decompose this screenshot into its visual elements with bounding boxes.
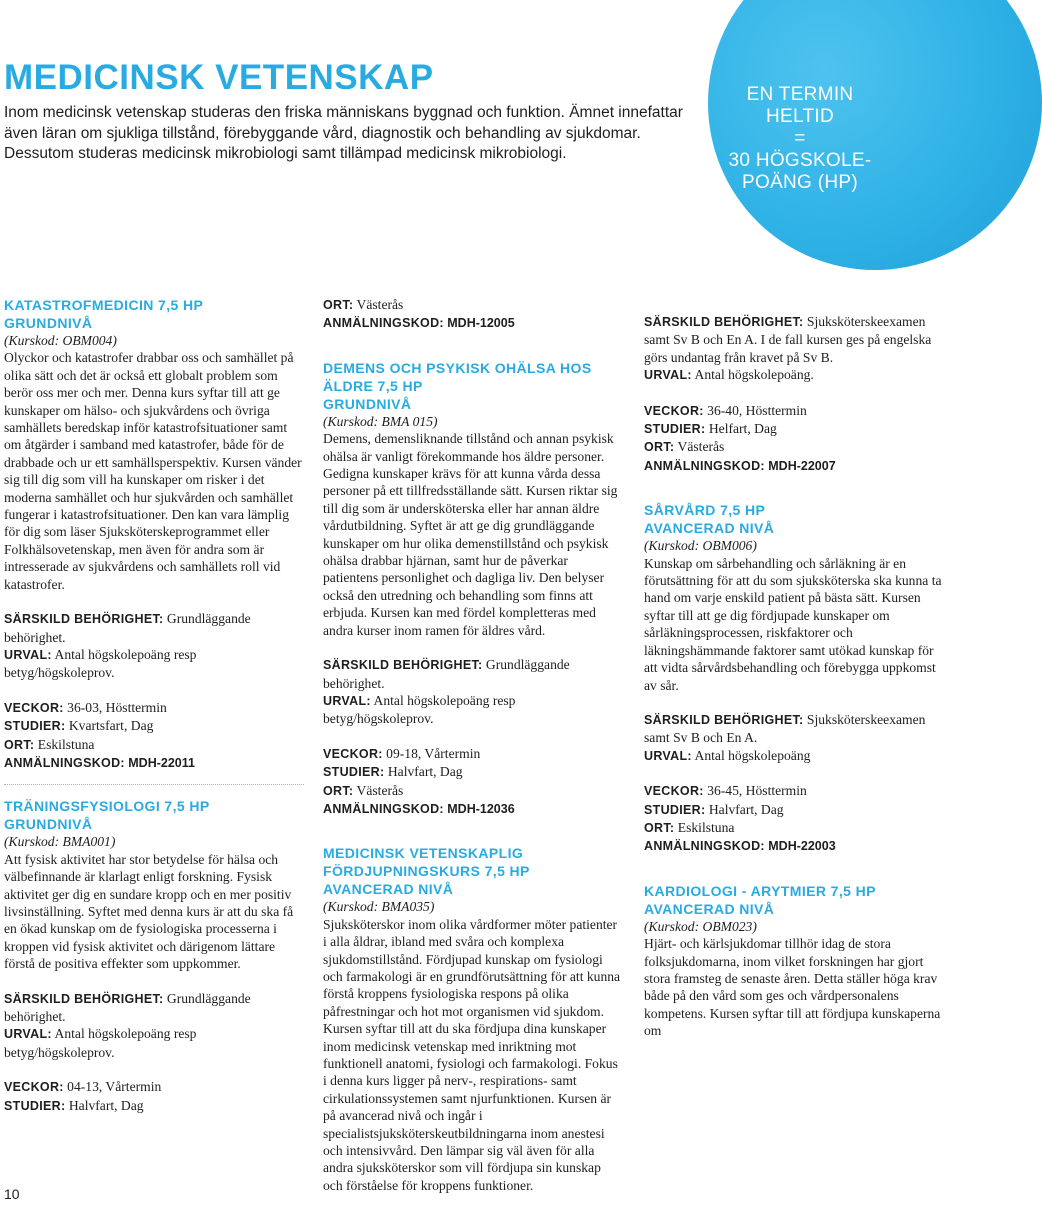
application-code-label: ANMÄLNINGSKOD: <box>644 458 765 473</box>
course-title: KATASTROFMEDICIN 7,5 HP <box>4 297 204 313</box>
requirement-value: Grundläggande behörighet. <box>4 990 251 1024</box>
intro-text: Inom medicinsk vetenskap studeras den friska människans byggnad och funktion. Ämnet innefattar även läran om sjukliga tillstånd, förebyggande vård, diagnostik och behandling av sjukdomar. Dessutom studeras medicinsk mikrobiologi samt tillämpad medicinsk mikrobiologi. <box>4 104 683 162</box>
course-title: DEMENS OCH PSYKISK OHÄLSA HOS <box>323 359 592 376</box>
badge-line: HELTID <box>766 106 834 127</box>
location-value: Västerås <box>677 439 725 455</box>
location-row <box>644 438 944 456</box>
course-fordjupningskurs-continued <box>644 296 944 475</box>
requirement-row <box>323 656 623 692</box>
weeks-value: 09-18, Vårtermin <box>386 745 481 761</box>
location-label: ORT: <box>644 440 675 455</box>
course-description: Demens, demensliknande tillstånd och annan psykisk ohälsa är vanligt förekommande hos äldre personer. Gedigna kunskaper krävs för att kunna vårda dessa personer på ett tillfredsställande sätt. Kursen riktar sig till dig som är undersköterska eller har annan äldre vårdutbildning. Syftet är att ge dig grundläggande kunskaper om hur olika demenstillstånd och psykisk ohälsa drabbar hjärnan, samt hur de påverkar patientens personlighet och dagliga liv. Den belyser också den utredning och behandling som finns att erbjuda. Kursen kan med fördel kompletteras med andra kurser inom ramen för äldres vård. <box>323 431 618 638</box>
application-code-row <box>644 457 944 475</box>
weeks-label: VECKOR: <box>644 784 704 799</box>
column-3 <box>644 296 944 1040</box>
requirement-value: Sjuksköterskeexamen samt Sv B och En A. <box>644 711 926 746</box>
location-label: ORT: <box>644 820 675 835</box>
studies-row <box>644 420 944 438</box>
course-title-cont: FÖRDJUPNINGSKURS 7,5 HP <box>323 863 530 880</box>
course-level: AVANCERAD NIVÅ <box>323 881 454 898</box>
requirement-row <box>4 610 304 646</box>
weeks-row <box>4 1078 304 1096</box>
weeks-value: 36-03, Hösttermin <box>67 699 167 715</box>
studies-row <box>4 1097 304 1115</box>
course-title: KARDIOLOGI - ARYTMIER 7,5 HP <box>644 882 876 899</box>
selection-label: URVAL: <box>644 368 692 383</box>
weeks-row <box>644 782 944 800</box>
badge-line: POÄNG (HP) <box>742 172 858 193</box>
course-level: AVANCERAD NIVÅ <box>644 520 775 537</box>
location-label: ORT: <box>4 737 35 752</box>
course-title: SÅRVÅRD 7,5 HP <box>644 502 766 519</box>
course-level: GRUNDNIVÅ <box>4 315 93 331</box>
course-code: (Kurskod: BMA035) <box>323 899 435 915</box>
column-1 <box>4 296 304 1115</box>
studies-row <box>4 717 304 735</box>
requirement-label: SÄRSKILD BEHÖRIGHET: <box>323 658 483 673</box>
application-code-row <box>4 754 304 772</box>
application-code-value: MDH-22007 <box>768 458 836 473</box>
course-description: Olyckor och katastrofer drabbar oss och samhället på olika sätt och det är också ett globalt problem som berör oss mer och mer. Denna kurs syftar till att ge kunskaper om hälso- och sjukvårdens och övriga samhällets beredskap inför katastrofsituationer samt om åtgärder i samband med katastrofer, både för de drabbade och ur ett samhällsperspektiv. Kursen vänder sig till dig som vill ha kunskaper om risker i det moderna samhället och hur sjukvården och samhället fungerar i katastrofsituationer. Den kan vara lämplig för dig som läser Sjuksköterskeprogrammet eller Folkhälsovetenskap, men även för andra som är intresserade av sjukvårdens och samhällets roll vid katastrofer. <box>4 350 302 592</box>
selection-row <box>644 366 944 384</box>
location-value: Västerås <box>356 782 404 798</box>
course-title-cont: ÄLDRE 7,5 HP <box>323 377 423 394</box>
application-code-label: ANMÄLNINGSKOD: <box>4 755 125 770</box>
course-code: (Kurskod: OBM023) <box>644 918 757 934</box>
location-label: ORT: <box>323 298 354 312</box>
studies-label: STUDIER: <box>4 1098 66 1113</box>
course-code: (Kurskod: BMA001) <box>4 834 116 850</box>
requirement-row <box>644 313 944 366</box>
weeks-label: VECKOR: <box>323 746 383 761</box>
selection-row <box>4 646 304 682</box>
selection-label: URVAL: <box>644 748 692 763</box>
location-row <box>323 296 623 314</box>
selection-value: Antal högskolepoäng. <box>694 367 814 383</box>
course-katastrofmedicin <box>4 296 304 772</box>
info-badge-text <box>708 84 892 194</box>
application-code-label: ANMÄLNINGSKOD: <box>323 316 444 331</box>
selection-row <box>323 692 623 728</box>
application-code-value: MDH-22003 <box>768 839 836 854</box>
weeks-row <box>4 699 304 717</box>
weeks-label: VECKOR: <box>4 1080 64 1095</box>
requirement-row <box>644 711 944 747</box>
course-kardiologi <box>644 882 944 1040</box>
page-title: MEDICINSK VETENSKAP <box>4 58 434 97</box>
studies-value: Helfart, Dag <box>708 421 777 437</box>
course-fordjupningskurs <box>323 844 623 1193</box>
application-code-row <box>323 800 623 818</box>
application-code-value: MDH-12005 <box>447 316 515 331</box>
location-value: Eskilstuna <box>37 736 95 752</box>
application-code-label: ANMÄLNINGSKOD: <box>323 801 444 816</box>
course-code: (Kurskod: BMA 015) <box>323 413 438 429</box>
course-description: Att fysisk aktivitet har stor betydelse för hälsa och välbefinnande är klarlagt enligt forskning. Fysisk aktivitet ger dig en sundare kropp och en mer positiv livsinställning. Syftet med denna kurs är att du ska få en ökad kunskap om de fysiologiska processerna i kroppen vid fysisk aktivitet och därigenom lättare förstå de positiva effekter som uppkommer. <box>4 851 294 972</box>
course-code: (Kurskod: OBM004) <box>4 333 117 348</box>
weeks-row <box>323 745 623 763</box>
course-title: MEDICINSK VETENSKAPLIG <box>323 845 524 862</box>
course-traningsfysiologi-continued <box>323 296 623 333</box>
location-value: Västerås <box>356 297 404 312</box>
course-code: (Kurskod: OBM006) <box>644 538 757 554</box>
selection-value: Antal högskolepoäng resp betyg/högskoleprov. <box>323 692 516 727</box>
selection-label: URVAL: <box>4 1027 52 1042</box>
selection-label: URVAL: <box>323 693 371 708</box>
requirement-label: SÄRSKILD BEHÖRIGHET: <box>644 315 804 329</box>
selection-value: Antal högskolepoäng resp betyg/högskoleprov. <box>4 646 197 681</box>
studies-value: Kvartsfart, Dag <box>68 718 154 734</box>
studies-value: Halvfart, Dag <box>68 1097 144 1113</box>
weeks-label: VECKOR: <box>4 700 64 715</box>
selection-value: Antal högskolepoäng resp betyg/högskoleprov. <box>4 1026 197 1060</box>
selection-row <box>644 747 944 765</box>
badge-line: EN TERMIN <box>746 84 854 105</box>
course-level: GRUNDNIVÅ <box>323 395 412 412</box>
requirement-value: Grundläggande behörighet. <box>323 657 570 691</box>
location-row <box>323 782 623 800</box>
course-description: Kunskap om sårbehandling och sårläkning är en förutsättning för att du som sjuksköterska ska kunna ta hand om varje enskild patient på bästa sätt. Kursen syftar till att ge dig fördjupade kunskaper om sårläkningsprocessen, riskfaktorer och läkningshämmande faktorer samt utökad kunskap för att vidta sårvårdsbehandling och förebygga uppkomst av sår. <box>644 555 942 693</box>
studies-row <box>644 801 944 819</box>
requirement-label: SÄRSKILD BEHÖRIGHET: <box>4 612 164 627</box>
application-code-value: MDH-12036 <box>447 801 515 816</box>
badge-line: 30 HÖGSKOLE- <box>728 150 872 171</box>
application-code-row <box>644 837 944 855</box>
requirement-value: Sjuksköterskeexamen samt Sv B och En A. I de fall kursen ges på engelska görs undantag från kravet på Sv B. <box>644 314 932 365</box>
application-code-row <box>323 314 623 332</box>
requirement-row <box>4 990 304 1026</box>
selection-row <box>4 1025 304 1061</box>
location-value: Eskilstuna <box>677 819 735 835</box>
divider <box>4 784 304 785</box>
course-sarvard <box>644 501 944 856</box>
requirement-label: SÄRSKILD BEHÖRIGHET: <box>644 712 804 727</box>
selection-label: URVAL: <box>4 647 52 662</box>
column-2 <box>323 296 623 1193</box>
course-description: Sjuksköterskor inom olika vårdformer möter patienter i alla åldrar, ibland med svåra och komplexa sjukdomstillstånd. Fördjupad kunskap om fysiologi och farmakologi är en grundförutsättning för att kunna förstå kroppens fysiologiska respons på olika påfrestningar och hot mot organismen vid sjukdom. Kursen syftar till att du ska fördjupa dina kunskaper inom medicinsk vetenskap med inriktning mot funktionell anatomi, fysiologi och farmakologi. Fokus i denna kurs ligger på nerv-, respirations- samt cirkulationssystemen samt njurfunktionen. Kursen är på avancerad nivå och ingår i specialistsjuksköterskeutbildningarna inom anestesi och intensivvård. Den lämpar sig väl även för alla andra sjuksköterskor som vill fördjupa sin kunskap och förståelse för kroppens funktioner. <box>323 916 621 1193</box>
course-description: Hjärt- och kärlsjukdomar tillhör idag de stora folksjukdomarna, inom vilket forskningen har gjort stora framsteg de senaste åren. Detta ställer höga krav både på den vård som ges och vårdpersonalens kompetens. Kursen syftar till att fördjupa kunskaperna om <box>644 936 941 1039</box>
course-demens <box>323 359 623 819</box>
application-code-label: ANMÄLNINGSKOD: <box>644 839 765 854</box>
studies-row <box>323 763 623 781</box>
studies-label: STUDIER: <box>4 719 66 734</box>
weeks-label: VECKOR: <box>644 403 704 418</box>
studies-value: Halvfart, Dag <box>708 801 784 817</box>
studies-value: Halvfart, Dag <box>387 764 463 780</box>
course-title: TRÄNINGSFYSIOLOGI 7,5 HP <box>4 798 210 815</box>
studies-label: STUDIER: <box>644 802 706 817</box>
weeks-value: 04-13, Vårtermin <box>67 1079 162 1095</box>
location-row <box>644 819 944 837</box>
weeks-value: 36-40, Hösttermin <box>707 402 807 418</box>
page-number: 10 <box>4 1186 20 1202</box>
course-level: AVANCERAD NIVÅ <box>644 900 775 917</box>
application-code-value: MDH-22011 <box>128 755 195 770</box>
badge-line: = <box>794 128 806 149</box>
location-label: ORT: <box>323 783 354 798</box>
requirement-label: SÄRSKILD BEHÖRIGHET: <box>4 991 164 1006</box>
course-traningsfysiologi <box>4 797 304 1115</box>
studies-label: STUDIER: <box>323 765 385 780</box>
location-row <box>4 736 304 754</box>
course-level: GRUNDNIVÅ <box>4 816 93 833</box>
studies-label: STUDIER: <box>644 422 706 437</box>
selection-value: Antal högskolepoäng <box>694 747 811 763</box>
weeks-value: 36-45, Hösttermin <box>707 783 807 799</box>
weeks-row <box>644 402 944 420</box>
requirement-value: Grundläggande behörighet. <box>4 611 251 645</box>
